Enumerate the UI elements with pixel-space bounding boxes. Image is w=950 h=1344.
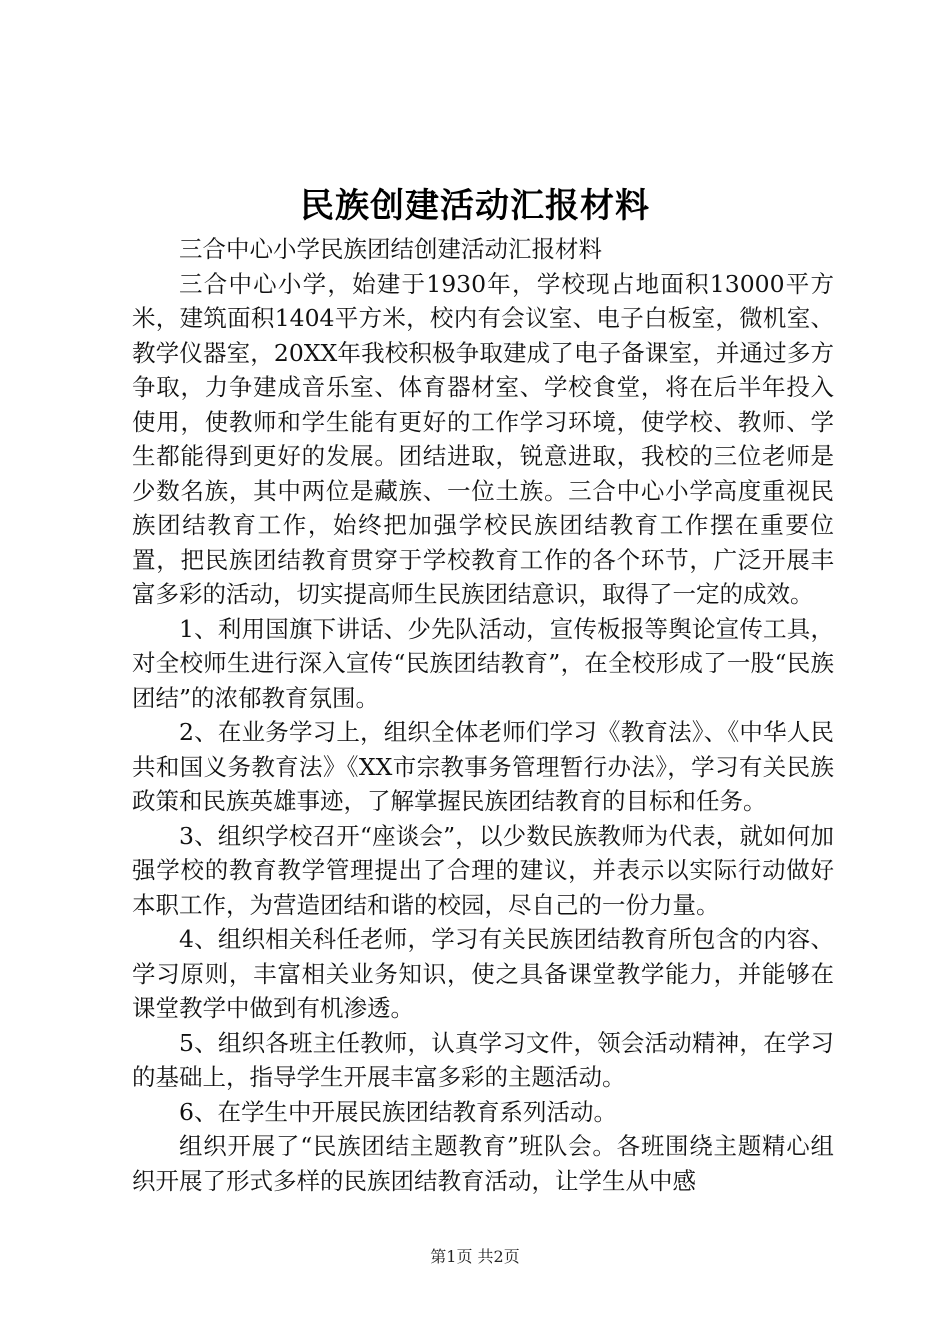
- page-footer: 第1页 共2页: [430, 1247, 520, 1266]
- paragraph-item-3: 3、组织学校召开“座谈会”，以少数民族教师为代表，就如何加强学校的教育教学管理提出了合理的建议，并表示以实际行动做好本职工作，为营造团结和谐的校园，尽自己的一份力量。: [132, 821, 834, 919]
- paragraph-item-4: 4、组织相关科任老师，学习有关民族团结教育所包含的内容、学习原则，丰富相关业务知识，使之具备课堂教学能力，并能够在课堂教学中做到有机渗透。: [132, 925, 834, 1022]
- document-body: [132, 232, 834, 1198]
- paragraph-continuation: 组织开展了“民族团结主题教育”班队会。各班围绕主题精心组织开展了形式多样的民族团结教育活动，让学生从中感: [132, 1132, 834, 1195]
- paragraph-item-1: 1、利用国旗下讲话、少先队活动，宣传板报等舆论宣传工具，对全校师生进行深入宣传“民族团结教育”，在全校形成了一股“民族团结”的浓郁教育氛围。: [132, 614, 834, 712]
- paragraph-intro: 三合中心小学，始建于1930年，学校现占地面积13000平方米，建筑面积1404平方米，校内有会议室、电子白板室，微机室、教学仪器室，20XX年我校积极争取建成了电子备课室，并通过多方争取，力争建成音乐室、体育器材室、学校食堂，将在后半年投入使用，使教师和学生能有更好的工作学习环境，使学校、教师、学生都能得到更好的发展。团结进取，锐意进取，我校的三位老师是少数名族，其中两位是藏族、一位土族。三合中心小学高度重视民族团结教育工作，始终把加强学校民族团结教育工作摆在重要位置，把民族团结教育贯穿于学校教育工作的各个环节，广泛开展丰富多彩的活动，切实提高师生民族团结意识，取得了一定的成效。: [132, 269, 834, 608]
- document-title: 民族创建活动汇报材料: [300, 186, 650, 226]
- paragraph-subtitle: 三合中心小学民族团结创建活动汇报材料: [179, 235, 602, 263]
- paragraph-item-5: 5、组织各班主任教师，认真学习文件，领会活动精神，在学习的基础上，指导学生开展丰富多彩的主题活动。: [132, 1028, 834, 1091]
- paragraph-item-6: 6、在学生中开展民族团结教育系列活动。: [179, 1097, 617, 1126]
- paragraph-item-2: 2、在业务学习上，组织全体老师们学习《教育法》、《中华人民共和国义务教育法》《XX市宗教事务管理暂行办法》，学习有关民族政策和民族英雄事迹，了解掌握民族团结教育的目标和任务。: [132, 718, 834, 815]
